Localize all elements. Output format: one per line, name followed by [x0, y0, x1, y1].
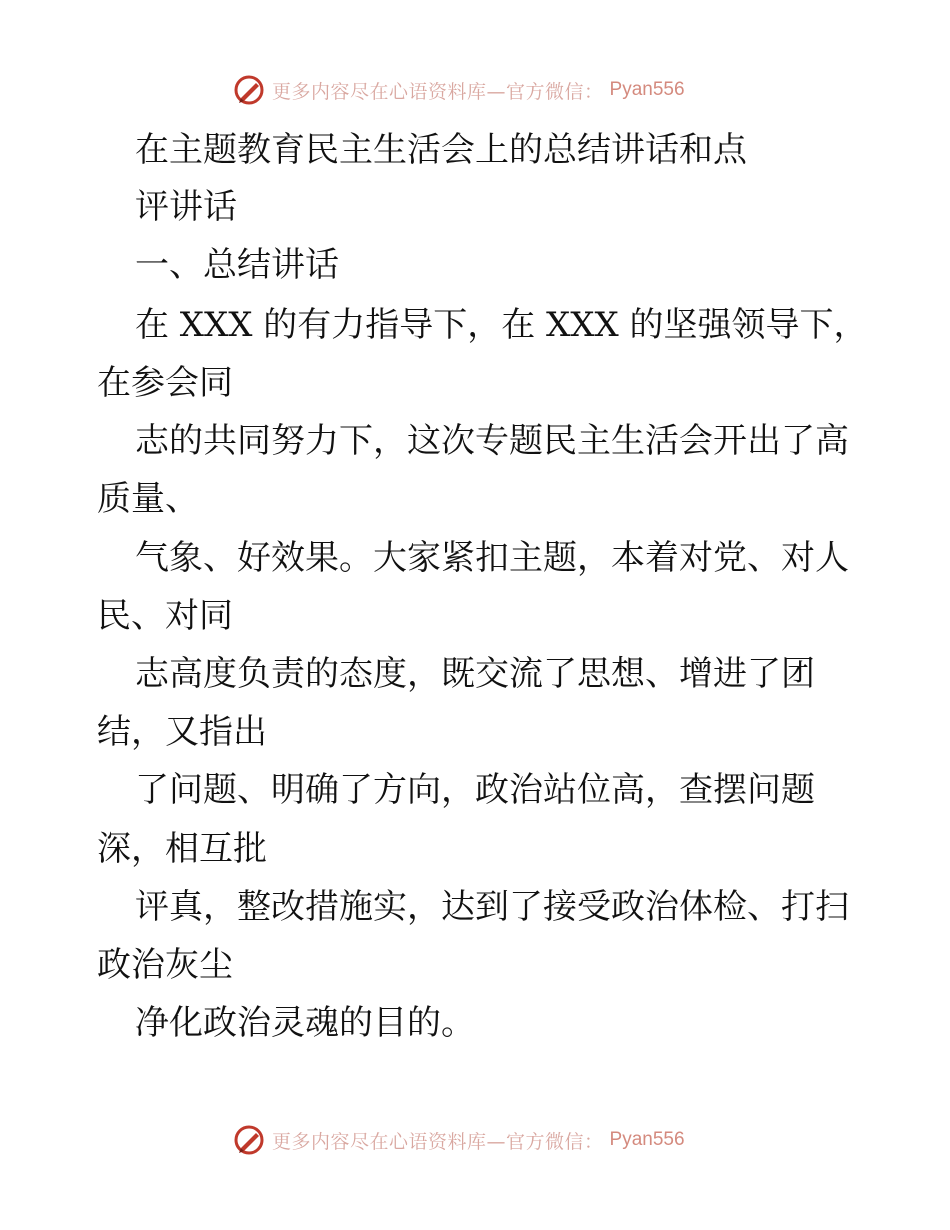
watermark-text: 更多内容尽在心语资料库—官方微信：	[272, 1130, 604, 1153]
body-line: 在 XXX 的有力指导下，在 XXX 的坚强领导下，	[135, 305, 868, 345]
watermark-handle: Pyan556	[609, 1129, 685, 1150]
header-watermark	[232, 72, 685, 108]
section-heading: 一、总结讲话	[135, 245, 339, 285]
body-line: 深，相互批	[97, 829, 267, 869]
title-line-2: 评讲话	[135, 187, 237, 227]
body-line: 在参会同	[97, 363, 233, 403]
body-line: 结，又指出	[97, 712, 267, 752]
body-line: 政治灰尘	[97, 945, 233, 985]
pen-logo-icon	[232, 73, 266, 107]
body-line: 志高度负责的态度，既交流了思想、增进了团	[135, 654, 815, 694]
watermark-text: 更多内容尽在心语资料库—官方微信：	[272, 80, 604, 103]
footer-watermark	[232, 1122, 685, 1158]
body-line: 了问题、明确了方向，政治站位高，查摆问题	[135, 770, 815, 810]
body-line: 民、对同	[97, 596, 233, 636]
body-line: 气象、好效果。大家紧扣主题，本着对党、对人	[135, 538, 849, 578]
body-line: 评真，整改措施实，达到了接受政治体检、打扫	[135, 887, 849, 927]
watermark-handle: Pyan556	[609, 79, 685, 100]
title-line-1: 在主题教育民主生活会上的总结讲话和点	[135, 130, 747, 170]
body-line: 志的共同努力下，这次专题民主生活会开出了高	[135, 421, 849, 461]
body-line: 净化政治灵魂的目的。	[135, 1003, 475, 1043]
pen-logo-icon	[232, 1123, 266, 1157]
body-line: 质量、	[97, 479, 199, 519]
